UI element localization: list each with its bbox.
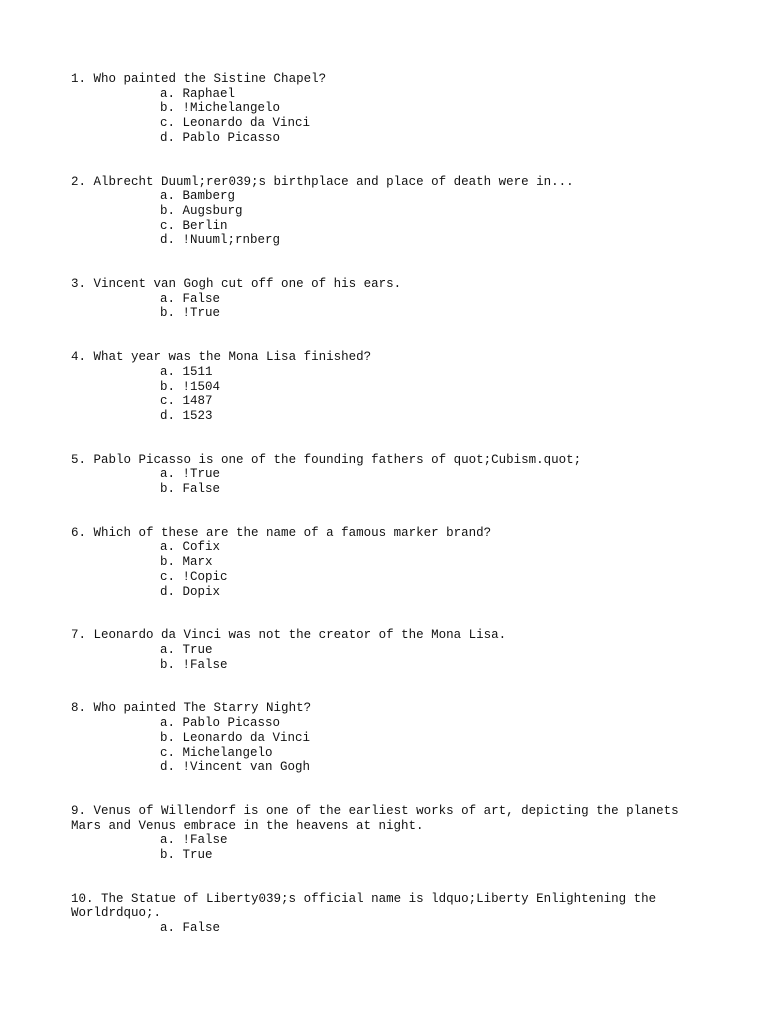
option-letter: b.	[160, 101, 176, 116]
question-number: 7.	[71, 628, 87, 643]
option-letter: b.	[160, 555, 176, 570]
option-text: !Nuuml;rnberg	[182, 233, 281, 248]
question-number: 4.	[71, 350, 87, 365]
option-text: Leonardo da Vinci	[182, 730, 311, 745]
question-item	[71, 526, 711, 600]
question-prompt: Albrecht Duuml;rer039;s birthplace and place of death were in...	[93, 174, 574, 189]
option-text: 1487	[182, 394, 213, 409]
answer-option	[71, 540, 711, 555]
question-number: 8.	[71, 701, 87, 716]
answer-option	[71, 233, 711, 248]
answer-option	[71, 365, 711, 380]
question-item	[71, 892, 711, 936]
option-text: !1504	[182, 379, 221, 394]
option-letter: c.	[160, 745, 176, 760]
option-text: !True	[182, 306, 221, 321]
option-text: !False	[182, 657, 228, 672]
question-prompt: Which of these are the name of a famous marker brand?	[93, 525, 492, 540]
option-text: !Copic	[182, 569, 228, 584]
answer-option	[71, 555, 711, 570]
answer-option	[71, 116, 711, 131]
question-number: 5.	[71, 452, 87, 467]
question-text	[71, 526, 691, 541]
answer-options	[71, 921, 711, 936]
question-prompt: Who painted The Starry Night?	[93, 701, 312, 716]
question-text	[71, 701, 691, 716]
question-item	[71, 804, 711, 863]
option-letter: c.	[160, 569, 176, 584]
answer-option	[71, 731, 711, 746]
question-item	[71, 628, 711, 672]
option-letter: a.	[160, 921, 176, 936]
option-letter: b.	[160, 306, 176, 321]
question-number: 1.	[71, 72, 87, 86]
answer-option	[71, 467, 711, 482]
question-number: 9.	[71, 803, 87, 818]
question-item	[71, 175, 711, 249]
option-text: Pablo Picasso	[182, 716, 281, 731]
option-letter: a.	[160, 86, 176, 101]
question-text	[71, 350, 691, 365]
option-letter: a.	[160, 291, 176, 306]
answer-option	[71, 570, 711, 585]
option-text: True	[182, 642, 213, 657]
option-letter: b.	[160, 848, 176, 863]
option-letter: a.	[160, 833, 176, 848]
option-text: 1523	[182, 408, 213, 423]
question-number: 3.	[71, 277, 87, 292]
question-item	[71, 701, 711, 775]
question-number: 2.	[71, 174, 87, 189]
answer-option	[71, 482, 711, 497]
option-text: Cofix	[182, 540, 221, 555]
answer-option	[71, 131, 711, 146]
option-text: Raphael	[182, 86, 236, 101]
option-letter: b.	[160, 379, 176, 394]
option-letter: a.	[160, 189, 176, 204]
answer-option	[71, 848, 711, 863]
option-text: 1511	[182, 364, 213, 379]
answer-options	[71, 467, 711, 496]
answer-options	[71, 365, 711, 424]
answer-option	[71, 760, 711, 775]
answer-option	[71, 921, 711, 936]
option-text: !Michelangelo	[182, 101, 281, 116]
option-letter: b.	[160, 482, 176, 497]
question-text	[71, 892, 691, 921]
question-text	[71, 175, 691, 190]
answer-option	[71, 409, 711, 424]
answer-option	[71, 394, 711, 409]
answer-option	[71, 746, 711, 761]
option-text: Pablo Picasso	[182, 130, 281, 145]
option-letter: d.	[160, 233, 176, 248]
answer-option	[71, 101, 711, 116]
question-prompt: Pablo Picasso is one of the founding fathers of quot;Cubism.quot;	[93, 452, 582, 467]
option-letter: d.	[160, 584, 176, 599]
option-text: False	[182, 482, 221, 497]
answer-options	[71, 540, 711, 599]
answer-options	[71, 833, 711, 862]
answer-option	[71, 380, 711, 395]
question-prompt: Leonardo da Vinci was not the creator of the Mona Lisa.	[93, 628, 507, 643]
question-number: 6.	[71, 525, 87, 540]
question-list	[71, 72, 711, 936]
option-letter: a.	[160, 540, 176, 555]
option-letter: a.	[160, 642, 176, 657]
question-item	[71, 72, 711, 146]
answer-options	[71, 87, 711, 146]
option-letter: d.	[160, 760, 176, 775]
quiz-document	[71, 72, 711, 965]
answer-option	[71, 716, 711, 731]
option-letter: a.	[160, 467, 176, 482]
answer-options	[71, 716, 711, 775]
option-text: !True	[182, 467, 221, 482]
option-letter: d.	[160, 408, 176, 423]
answer-options	[71, 292, 711, 321]
option-text: Marx	[182, 555, 213, 570]
option-letter: a.	[160, 364, 176, 379]
answer-option	[71, 658, 711, 673]
question-text	[71, 628, 691, 643]
question-prompt: Venus of Willendorf is one of the earliest works of art, depicting the planets Mars and Venus embrace in the heavens at night.	[71, 803, 687, 833]
question-text	[71, 72, 691, 87]
option-text: !False	[182, 833, 228, 848]
option-text: False	[182, 291, 221, 306]
question-text	[71, 453, 691, 468]
answer-option	[71, 292, 711, 307]
answer-option	[71, 306, 711, 321]
question-prompt: What year was the Mona Lisa finished?	[93, 350, 372, 365]
answer-option	[71, 833, 711, 848]
option-letter: b.	[160, 730, 176, 745]
option-letter: c.	[160, 394, 176, 409]
answer-option	[71, 189, 711, 204]
option-text: Michelangelo	[182, 745, 273, 760]
option-text: Berlin	[182, 218, 228, 233]
question-number: 10.	[71, 891, 94, 906]
option-text: False	[182, 921, 221, 936]
option-letter: d.	[160, 130, 176, 145]
question-item	[71, 277, 711, 321]
option-letter: c.	[160, 116, 176, 131]
option-letter: b.	[160, 657, 176, 672]
question-item	[71, 350, 711, 424]
option-letter: b.	[160, 203, 176, 218]
question-item	[71, 453, 711, 497]
question-prompt: Who painted the Sistine Chapel?	[93, 72, 327, 86]
option-letter: c.	[160, 218, 176, 233]
question-prompt: The Statue of Liberty039;s official name is ldquo;Liberty Enlightening the Worldrdquo;.	[71, 891, 664, 921]
option-letter: a.	[160, 716, 176, 731]
option-text: Leonardo da Vinci	[182, 116, 311, 131]
answer-option	[71, 585, 711, 600]
answer-option	[71, 643, 711, 658]
answer-option	[71, 219, 711, 234]
answer-options	[71, 643, 711, 672]
option-text: Bamberg	[182, 189, 236, 204]
option-text: Augsburg	[182, 203, 243, 218]
option-text: Dopix	[182, 584, 221, 599]
answer-option	[71, 204, 711, 219]
question-text	[71, 277, 691, 292]
answer-options	[71, 189, 711, 248]
option-text: True	[182, 848, 213, 863]
question-text	[71, 804, 691, 833]
option-text: !Vincent van Gogh	[182, 760, 311, 775]
question-prompt: Vincent van Gogh cut off one of his ears.	[93, 277, 402, 292]
answer-option	[71, 87, 711, 102]
